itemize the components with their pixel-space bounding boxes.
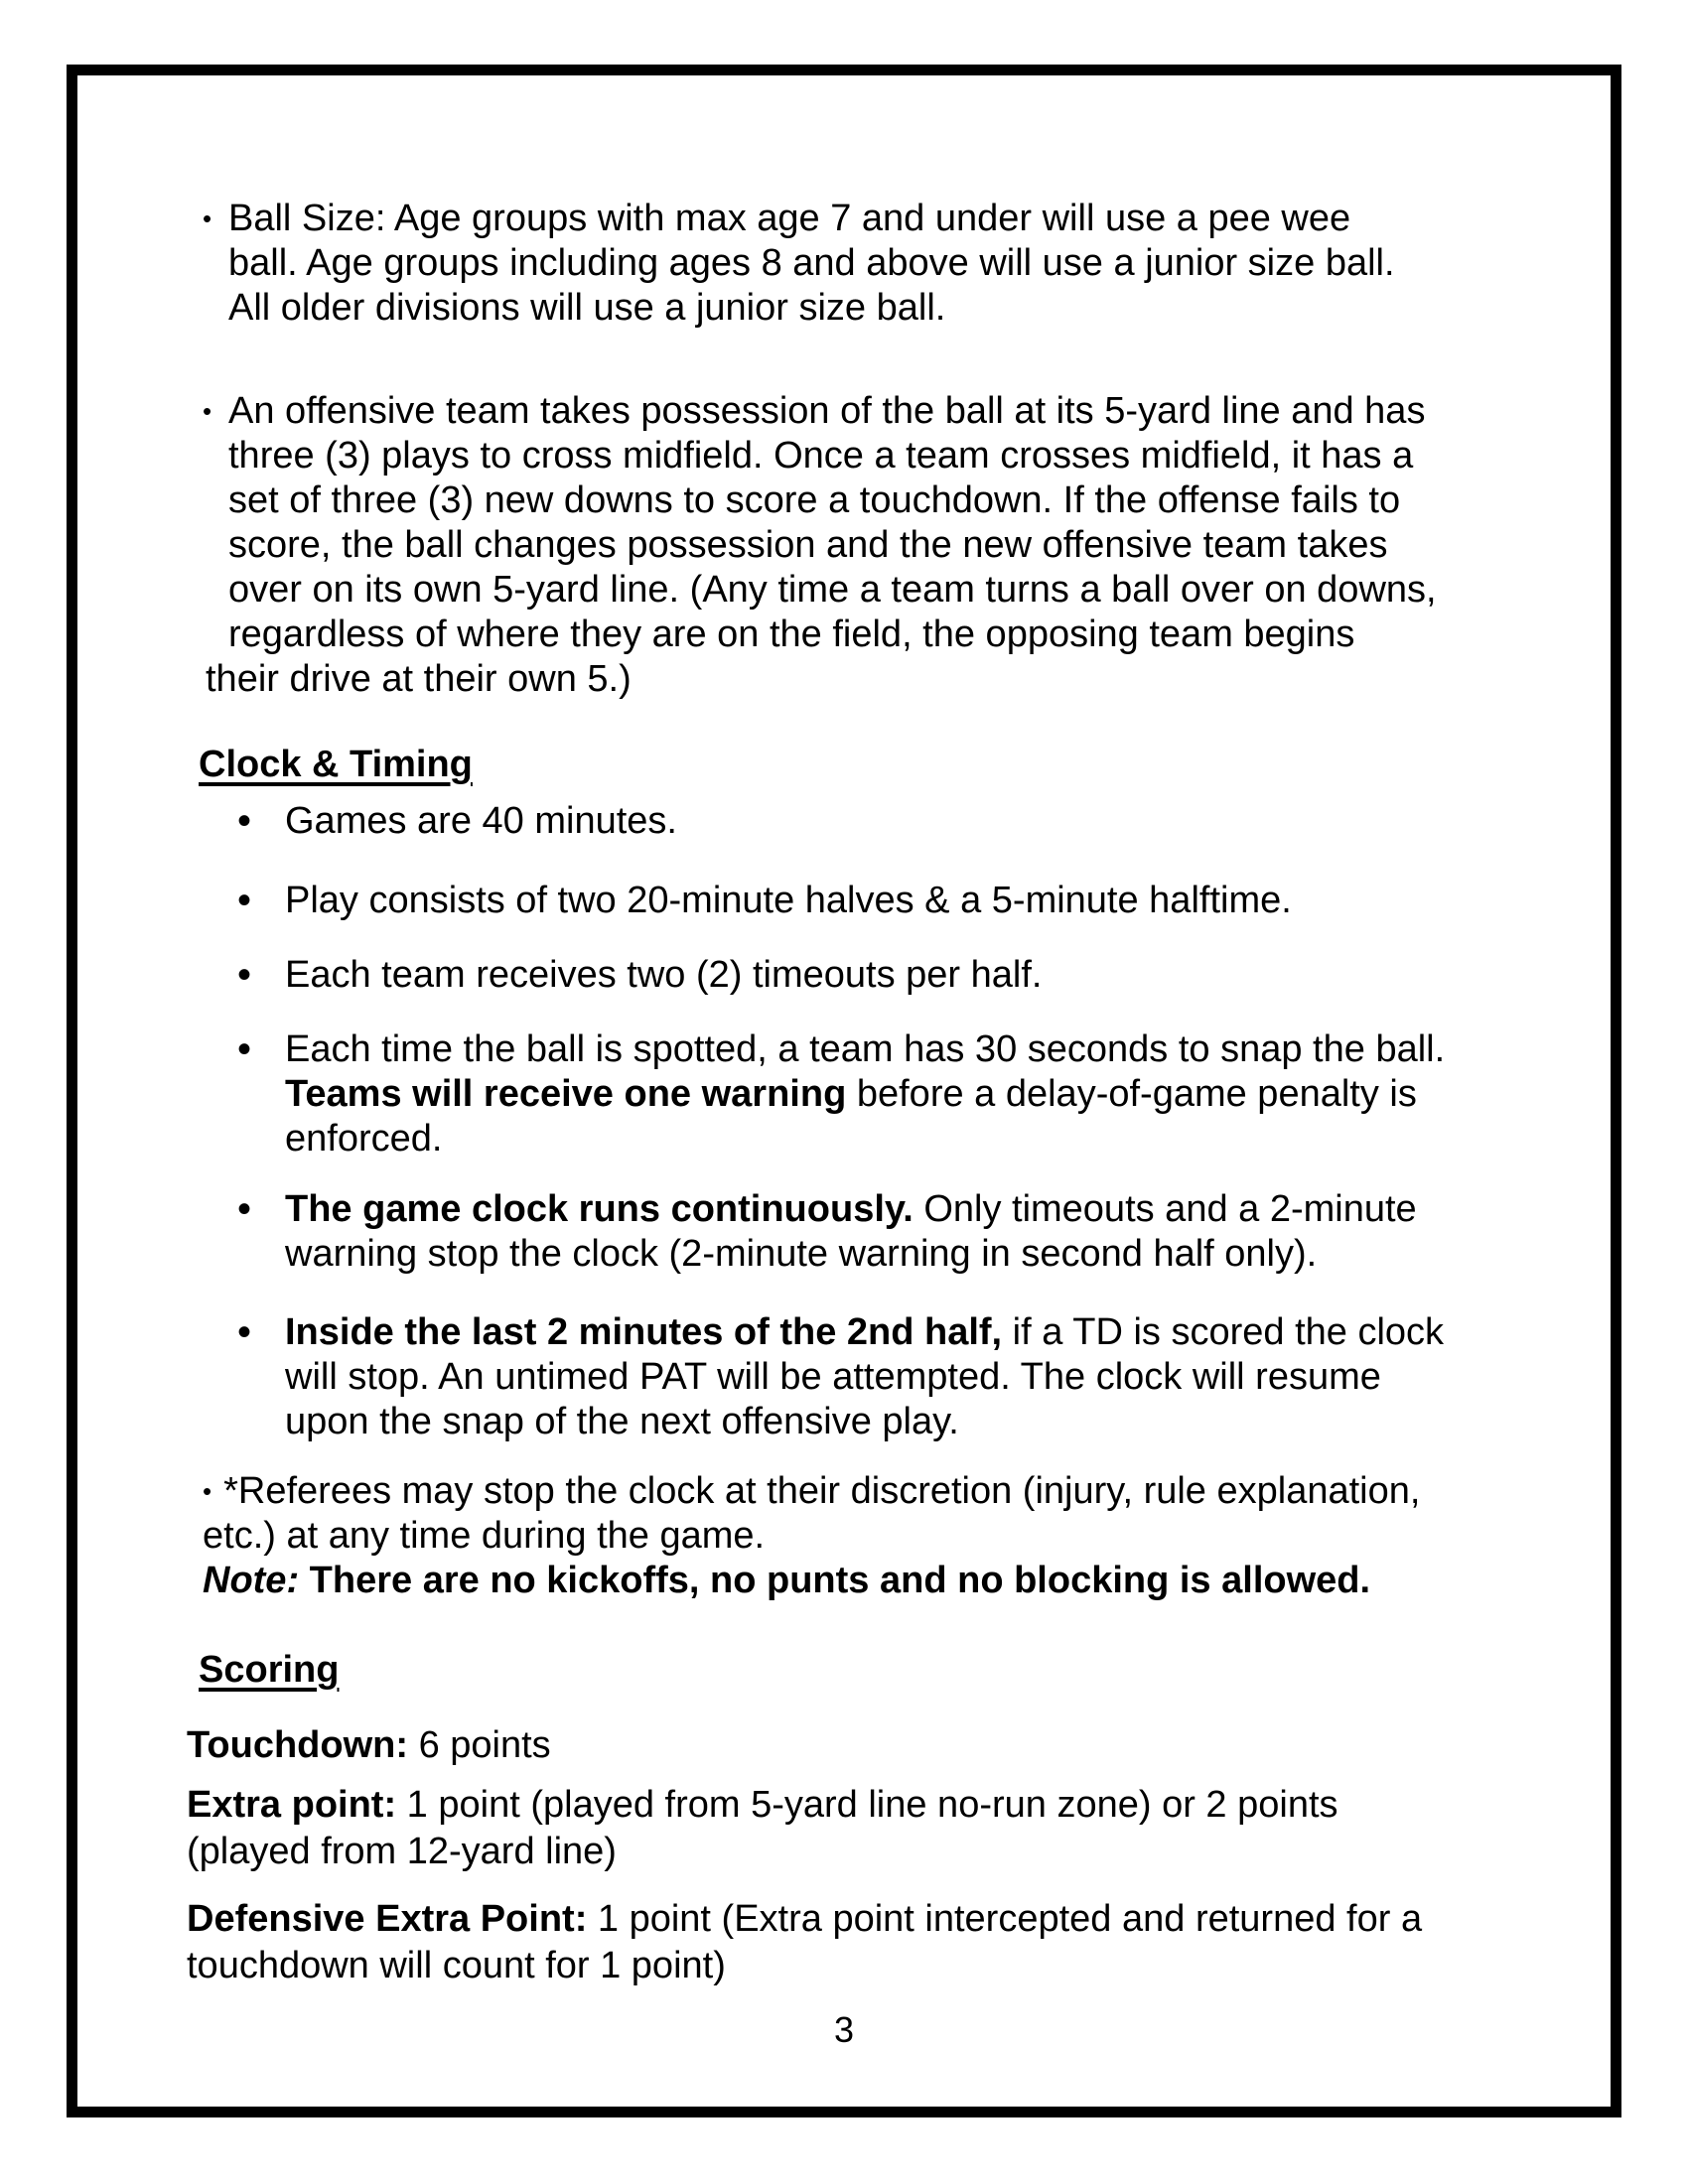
text-line: their drive at their own 5.) (206, 658, 632, 700)
touchdown-label: Touchdown: (187, 1724, 409, 1766)
bold-run: The game clock runs continuously. (285, 1188, 914, 1230)
text-line: Each team receives two (2) timeouts per half. (285, 954, 1043, 996)
bullet-icon: • (237, 879, 252, 922)
text-line: Each time the ball is spotted, a team has 30 seconds to snap the ball. (285, 1028, 1446, 1070)
bullet-item-last-2-minutes (237, 1310, 1445, 1444)
paragraph-touchdown (187, 1722, 551, 1769)
bullet-icon: • (237, 1310, 252, 1354)
bullet-item-ball-size (203, 197, 1395, 331)
text-line: All older divisions will use a junior size ball. (228, 287, 946, 329)
text-run: *Referees may stop the clock at their discretion (injury, rule explanation, (223, 1470, 1421, 1512)
bold-run: Teams will receive one warning (285, 1073, 847, 1115)
text-line (203, 1469, 1420, 1514)
text-line (187, 1896, 1422, 1943)
text-line: An offensive team takes possession of the ball at its 5-yard line and has (228, 390, 1426, 432)
text-run: before a delay-of-game penalty is (846, 1073, 1417, 1115)
extra-point-label: Extra point: (187, 1784, 397, 1826)
text-line: ball. Age groups including ages 8 and above will use a junior size ball. (228, 242, 1395, 284)
bullet-item-snap-clock (237, 1027, 1446, 1161)
paragraph-defensive-extra-point (187, 1896, 1422, 1989)
text-line: regardless of where they are on the field, the opposing team begins (228, 614, 1355, 655)
text-line: three (3) plays to cross midfield. Once a team crosses midfield, it has a (228, 435, 1414, 477)
text-line: upon the snap of the next offensive play. (285, 1401, 959, 1442)
section-heading-clock-timing: Clock & Timing (199, 744, 473, 785)
text-line: score, the ball changes possession and the new offensive team takes (228, 524, 1388, 566)
text-line: touchdown will count for 1 point) (187, 1945, 726, 1986)
text-line: set of three (3) new downs to score a touchdown. If the offense fails to (228, 479, 1401, 521)
page-number: 3 (833, 2009, 855, 2050)
bold-run: There are no kickoffs, no punts and no blocking is allowed. (299, 1560, 1371, 1601)
bullet-item-timeouts (237, 953, 1043, 998)
paragraph-referees-note (203, 1469, 1420, 1603)
note-label: Note: (203, 1560, 300, 1601)
bullet-icon: • (237, 1187, 252, 1231)
text-line: Games are 40 minutes. (285, 800, 677, 842)
text-line (285, 1310, 1444, 1355)
text-line: (played from 12-yard line) (187, 1831, 617, 1872)
bullet-item-halves (237, 879, 1292, 923)
bullet-icon: • (203, 396, 212, 426)
text-line: Ball Size: Age groups with max age 7 and under will use a pee wee (228, 198, 1351, 239)
text-line: enforced. (285, 1118, 443, 1160)
bullet-icon: • (237, 799, 252, 843)
bullet-item-game-length (237, 799, 677, 844)
bullet-item-continuous-clock (237, 1187, 1417, 1277)
bullet-item-possession (203, 389, 1437, 702)
text-run: 6 points (408, 1724, 551, 1766)
text-line (187, 1782, 1338, 1829)
text-line (285, 1072, 1445, 1117)
text-line: etc.) at any time during the game. (203, 1515, 766, 1557)
bullet-icon: • (203, 204, 212, 233)
text-run: Only timeouts and a 2-minute (913, 1188, 1417, 1230)
section-heading-scoring: Scoring (199, 1649, 340, 1691)
text-line: will stop. An untimed PAT will be attempted. The clock will resume (285, 1356, 1381, 1398)
text-run: if a TD is scored the clock (1002, 1311, 1445, 1353)
text-line (187, 1722, 551, 1769)
bold-run: Inside the last 2 minutes of the 2nd half, (285, 1311, 1003, 1353)
text-line: over on its own 5-yard line. (Any time a team turns a ball over on downs, (228, 569, 1437, 611)
text-line (203, 1559, 1420, 1603)
text-run: 1 point (Extra point intercepted and returned for a (587, 1898, 1423, 1940)
paragraph-extra-point (187, 1782, 1338, 1875)
bullet-icon: • (237, 1027, 252, 1071)
bullet-icon: • (237, 953, 252, 997)
defensive-extra-point-label: Defensive Extra Point: (187, 1898, 588, 1940)
bullet-icon: • (203, 1476, 212, 1506)
text-line: warning stop the clock (2-minute warning in second half only). (285, 1233, 1318, 1275)
text-line (285, 1187, 1417, 1232)
text-line: Play consists of two 20-minute halves & a 5-minute halftime. (285, 880, 1292, 921)
text-run: 1 point (played from 5-yard line no-run zone) or 2 points (396, 1784, 1338, 1826)
